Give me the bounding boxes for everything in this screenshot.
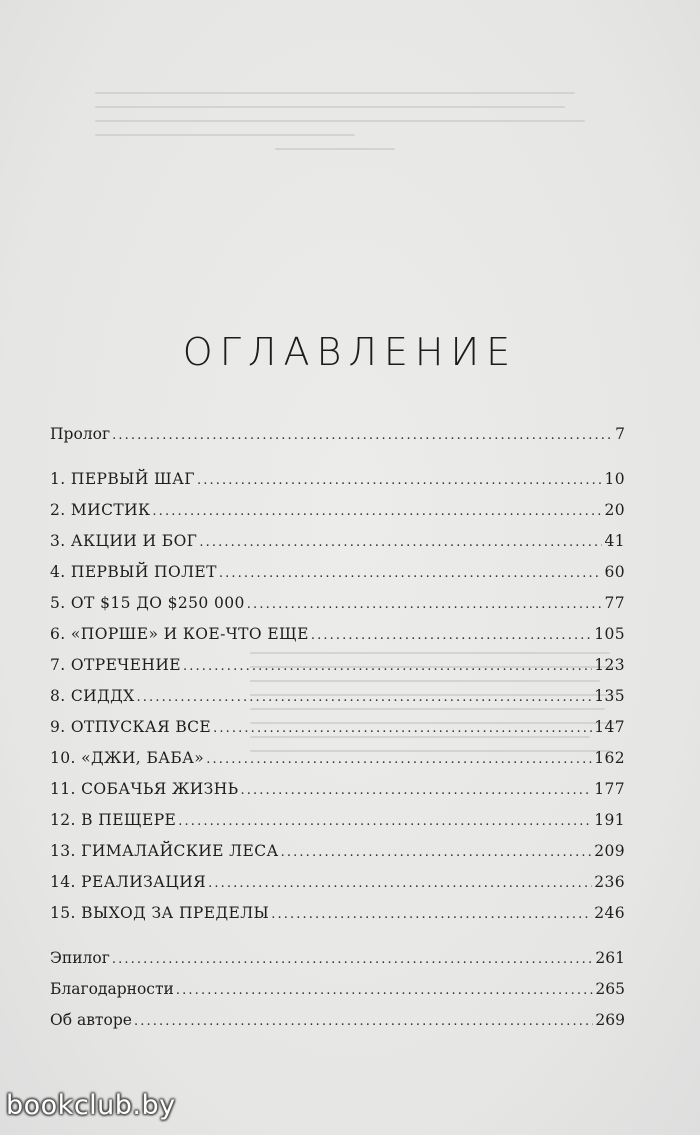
toc-entry [50,1011,625,1042]
dot-leader [137,690,593,705]
toc-entry [50,532,625,563]
toc-entry-label: 2. МИСТИК [50,501,151,519]
dot-leader [152,504,602,519]
toc-entry-page: 10 [604,470,625,488]
toc-entry-label: 5. ОТ $15 ДО $250 000 [50,594,245,612]
toc-entry [50,980,625,1011]
toc-entry [50,949,625,980]
toc-entry-label: 4. ПЕРВЫЙ ПОЛЕТ [50,563,217,581]
toc-entry-page: 147 [594,718,625,736]
end-matter-list [50,949,625,1042]
toc-entry-label: 9. ОТПУСКАЯ ВСЕ [50,718,212,736]
toc-entry-label: 7. ОТРЕЧЕНИЕ [50,656,181,674]
toc-entry-page: 105 [594,625,625,643]
toc-entry-label: Эпилог [50,949,110,967]
toc-entry-page: 191 [594,811,625,829]
toc-entry-label: 12. В ПЕЩЕРЕ [50,811,177,829]
dot-leader [213,721,592,736]
toc-entry [50,842,625,873]
table-of-contents [50,425,625,1042]
toc-entry-label: Об авторе [50,1011,132,1029]
toc-entry [50,687,625,718]
dot-leader [199,535,602,550]
toc-entry-page: 123 [594,656,625,674]
toc-entry-label: Благодарности [50,980,174,998]
toc-entry-page: 269 [595,1011,625,1029]
toc-entry-label: 10. «ДЖИ, БАБА» [50,749,205,767]
dot-leader [178,814,592,829]
toc-entry-page: 236 [594,873,625,891]
toc-entry-page: 20 [604,501,625,519]
toc-entry-page: 162 [594,749,625,767]
dot-leader [219,566,603,581]
dot-leader [241,783,593,798]
chapter-list [50,470,625,935]
toc-entry [50,811,625,842]
toc-entry-label: Пролог [50,425,111,443]
dot-leader [112,952,594,967]
dot-leader [208,876,592,891]
dot-leader [176,983,594,998]
toc-entry-page: 7 [615,425,625,443]
toc-entry-prologue [50,425,625,456]
toc-entry-page: 265 [595,980,625,998]
dot-leader [281,845,593,860]
toc-entry-page: 77 [604,594,625,612]
dot-leader [112,428,613,443]
toc-entry-label: 13. ГИМАЛАЙСКИЕ ЛЕСА [50,842,279,860]
toc-entry-label: 3. АКЦИИ И БОГ [50,532,198,550]
toc-entry-label: 8. СИДДХ [50,687,135,705]
toc-entry-label: 11. СОБАЧЬЯ ЖИЗНЬ [50,780,239,798]
toc-entry-label: 1. ПЕРВЫЙ ШАГ [50,470,195,488]
toc-entry-page: 246 [594,904,625,922]
toc-entry [50,873,625,904]
dot-leader [206,752,592,767]
toc-entry-page: 60 [604,563,625,581]
dot-leader [247,597,603,612]
toc-entry-page: 135 [594,687,625,705]
toc-entry [50,656,625,687]
page-title: ОГЛАВЛЕНИЕ [182,330,518,374]
toc-entry [50,501,625,532]
toc-entry-page: 209 [594,842,625,860]
toc-entry-page: 261 [595,949,625,967]
toc-entry-label: 6. «ПОРШЕ» И КОЕ-ЧТО ЕЩЕ [50,625,309,643]
toc-entry [50,780,625,811]
toc-entry [50,749,625,780]
toc-entry [50,594,625,625]
dot-leader [197,473,603,488]
toc-entry [50,470,625,501]
dot-leader [271,907,592,922]
toc-entry-label: 14. РЕАЛИЗАЦИЯ [50,873,207,891]
dot-leader [134,1014,593,1029]
toc-entry-page: 177 [594,780,625,798]
toc-entry [50,904,625,935]
toc-entry [50,718,625,749]
toc-entry [50,625,625,656]
toc-entry [50,563,625,594]
toc-entry-page: 41 [604,532,625,550]
show-through-top [95,80,595,162]
dot-leader [183,659,592,674]
toc-entry-label: 15. ВЫХОД ЗА ПРЕДЕЛЫ [50,904,270,922]
dot-leader [311,628,592,643]
site-watermark: bookclub.by [6,1090,176,1121]
